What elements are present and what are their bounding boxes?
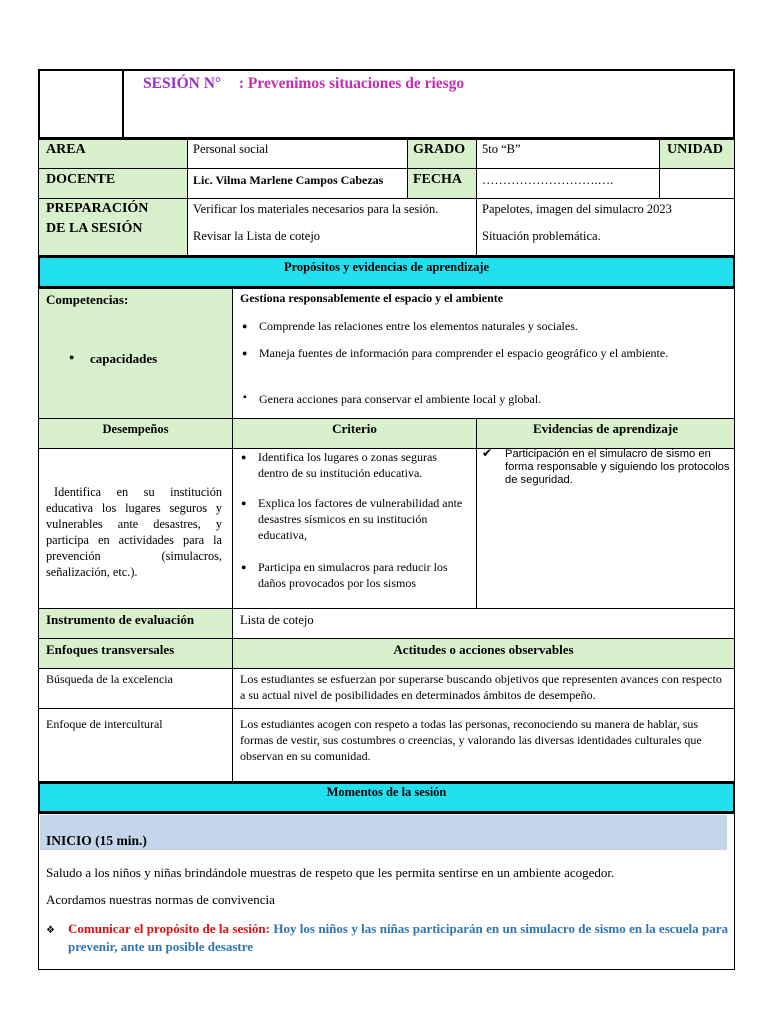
criterio-item: ● Identifica los lugares o zonas seguras dentro de su institución educativa. (258, 449, 468, 481)
instrumento-value: Lista de cotejo (240, 613, 314, 627)
grado-label: GRADO (413, 142, 466, 157)
inicio-label: INICIO (15 min.) (46, 833, 147, 848)
enfoques-label: Enfoques transversales (46, 642, 175, 657)
enfoque-text: Los estudiantes acogen con respeto a todas las personas, reconociendo su manera de hablar, sus formas de vestir, sus costumbres o creencias, y valorando las diversas identidades culturales que observan en su comunidad. (240, 717, 702, 764)
actitudes-header: Actitudes o acciones observables (393, 642, 574, 657)
capacidad-item: ● Maneja fuentes de información para comprender el espacio geográfico y el ambiente. (259, 345, 699, 361)
docente-value: Lic. Vilma Marlene Campos Cabezas (193, 173, 384, 187)
competencia-title: Gestiona responsablemente el espacio y el ambiente (240, 291, 504, 305)
prep-col1-line2: Revisar la Lista de cotejo (193, 229, 321, 243)
session-name: : Prevenimos situaciones de riesgo (238, 75, 465, 92)
grado-value: 5to “B” (482, 142, 521, 156)
unidad-label: UNIDAD (667, 142, 723, 157)
evidencias-header: Evidencias de aprendizaje (533, 421, 678, 436)
capacidades-bullet: ● (69, 352, 75, 362)
enfoque-name: Búsqueda de la excelencia (46, 672, 173, 686)
proposito-label: Comunicar el propósito de la sesión: (68, 921, 270, 936)
capacidades-label: capacidades (90, 351, 158, 366)
competencias-label: Competencias: (46, 292, 129, 307)
momentos-heading: Momentos de la sesión (326, 785, 447, 799)
session-title (143, 74, 464, 95)
inicio-line2: Acordamos nuestras normas de convivencia (46, 892, 275, 907)
enfoque-name: Enfoque de intercultural (46, 717, 163, 731)
instrumento-label: Instrumento de evaluación (46, 612, 195, 627)
proposito-block (68, 920, 728, 955)
fecha-label: FECHA (413, 172, 462, 187)
area-value: Personal social (193, 142, 269, 156)
enfoque-text: Los estudiantes se esfuerzan por superarse buscando objetivos que representen avances con respecto a su actual nivel de posibilidades en determinados ámbitos de desempeño. (240, 672, 722, 703)
diamond-icon: ❖ (46, 925, 55, 936)
evidencia-text: Participación en el simulacro de sismo en forma responsable y siguiendo los protocolos de seguridad. (505, 448, 730, 486)
prep-col2-line2: Situación problemática. (482, 229, 601, 243)
purposes-heading: Propósitos y evidencias de aprendizaje (283, 260, 490, 274)
session-prefix: SESIÓN N° (143, 75, 222, 92)
criterio-item: ● Explica los factores de vulnerabilidad ante desastres sísmicos en su institución educativa, (258, 495, 470, 544)
area-label: AREA (46, 142, 86, 157)
prep-label-line2: DE LA SESIÓN (46, 221, 143, 236)
criterio-item: ● Participa en simulacros para reducir los daños provocados por los sismos (258, 559, 470, 591)
inicio-line1: Saludo a los niños y niñas brindándole muestras de respeto que les permita sentirse en un ambiente acogedor. (46, 865, 615, 880)
docente-label: DOCENTE (46, 172, 116, 187)
prep-label-line1: PREPARACIÓN (46, 201, 149, 216)
check-icon: ✔ (482, 446, 493, 460)
criterio-header: Criterio (332, 421, 377, 436)
prep-col1-line1: Verificar los materiales necesarios para la sesión. (193, 202, 439, 216)
capacidad-item: ▪ Genera acciones para conservar el ambiente local y global. (259, 391, 719, 407)
fecha-value: ……………………….…. (482, 173, 614, 187)
prep-col2-line1: Papelotes, imagen del simulacro 2023 (482, 202, 672, 216)
desempeno-text: Identifica en su institución educativa los lugares seguros y vulnerables ante desastres, y participa en actividades para la prevención (simulacros, señalización, etc.). (46, 485, 222, 579)
capacidad-item: ● Comprende las relaciones entre los elementos naturales y sociales. (259, 318, 719, 334)
empty-cell (659, 168, 735, 199)
header-divider (122, 69, 124, 139)
proposito-text: Hoy los niños y las niñas participarán en un simulacro de sismo en la escuela para prevenir, ante un posible desastre (68, 921, 728, 954)
desempenos-header: Desempeños (102, 422, 169, 436)
